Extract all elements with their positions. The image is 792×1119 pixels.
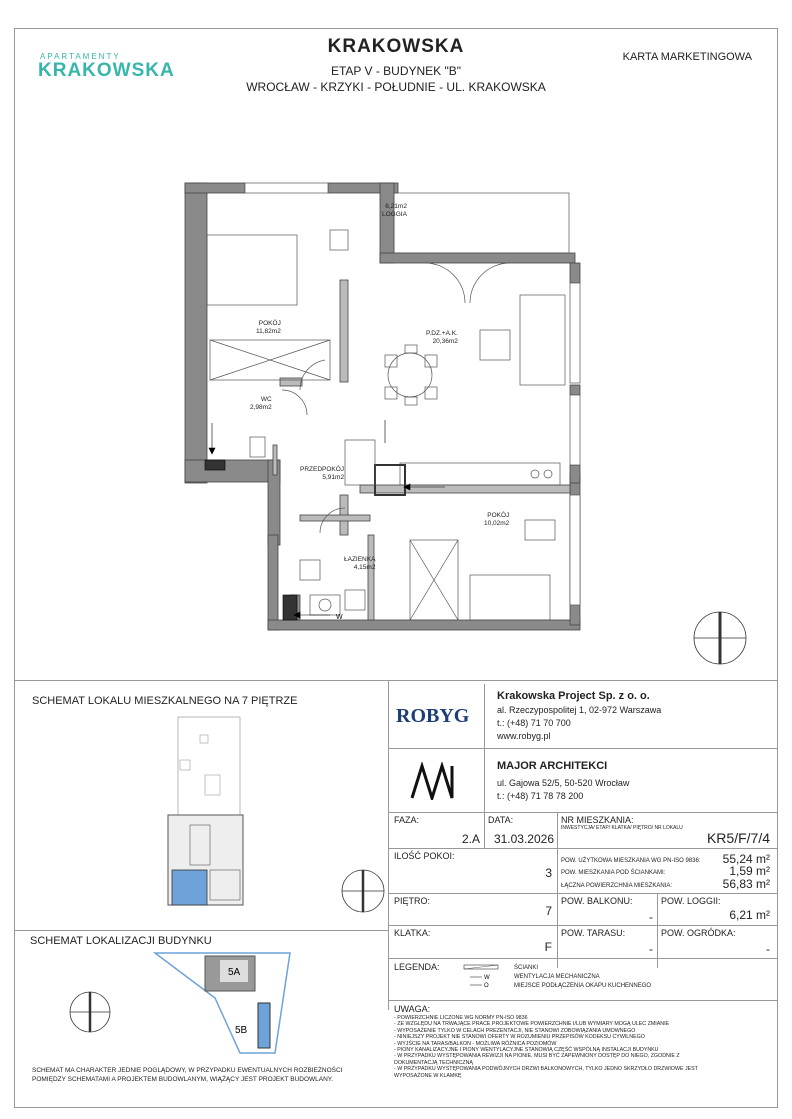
developer-address: al. Rzeczypospolitej 1, 02-972 Warszawa (497, 705, 662, 715)
location-compass-icon (68, 990, 112, 1034)
major-architekci-logo (408, 762, 464, 800)
area2-value: 1,59 m² (729, 864, 770, 878)
ogrodek-label: POW. OGRÓDKA: (661, 928, 736, 938)
note-item: - WYPOSAŻENIE TYLKO W CELACH PREZENTACJI, NIE STANOWI ZOBOWIĄZANIA UMOWNEGO (394, 1027, 636, 1034)
legend-item-walls: ŚCIANKI (514, 965, 539, 971)
legend-label: LEGENDA: (394, 962, 440, 972)
pokoi-value: 3 (545, 866, 552, 880)
data-value: 31.03.2026 (493, 832, 554, 846)
brand-logo-main: KRAKOWSKA (38, 60, 175, 81)
area3-value: 56,83 m² (722, 877, 770, 891)
balkon-value: - (649, 910, 653, 924)
floor-plan (180, 175, 600, 635)
developer-web[interactable]: www.robyg.pl (497, 731, 551, 741)
legend-item-ventilation: WENTYLACJA MECHANICZNA (514, 974, 600, 980)
legend-symbols (462, 963, 502, 993)
architect-phone: t.: (+48) 71 78 78 200 (497, 791, 584, 801)
building-scheme-map (150, 948, 300, 1058)
data-label: DATA: (488, 815, 514, 825)
architect-name: MAJOR ARCHITEKCI (497, 760, 608, 772)
area1-value: 55,24 m² (722, 852, 770, 866)
scheme-compass-icon (340, 868, 386, 914)
note-item: - PIONY KANALIZACYJNE I PIONY WENTYLACYJNE STANOWIĄ CZĘŚĆ WSPÓLNĄ INSTALACJI BUDYNKU (394, 1047, 659, 1054)
klatka-value: F (544, 940, 552, 954)
loggia-label: POW. LOGGII: (661, 896, 721, 906)
building-scheme-title: SCHEMAT LOKALIZACJI BUDYNKU (30, 935, 212, 947)
card-type: KARTA MARKETINGOWA (622, 51, 752, 63)
note-item: - W PRZYPADKU WYSTĘPOWANIA REWIZJI NA PIONIE, MUSI BYĆ ZAPEWNIONY DOSTĘP DO NIEGO, ZGODNIE Z DOKUMENTACJĄ TECHNICZNĄ (394, 1053, 680, 1066)
building-5a-label: 5A (228, 967, 241, 978)
ventilation-mark: W (336, 614, 343, 621)
room-przedpokoj: PRZEDPOKÓJ 5,91m2 (300, 466, 345, 481)
area1-label: POW. UŻYTKOWA MIESZKANIA WG PN-ISO 9836: (561, 858, 701, 864)
room-salon: P.DZ.+A.K. 20,36m2 (426, 330, 458, 345)
note-item: - POWIERZCHNIE LICZONE WG NORMY PN-ISO 9836 (394, 1015, 528, 1021)
developer-name: Krakowska Project Sp. z o. o. (497, 690, 650, 702)
floor-scheme-title: SCHEMAT LOKALU MIESZKALNEGO NA 7 PIĘTRZE (32, 695, 298, 707)
ogrodek-value: - (766, 942, 770, 956)
location-subtitle: WROCŁAW - KRZYKI - POŁUDNIE - UL. KRAKOWSKA (246, 80, 546, 94)
note-item: - ZE WZGLĘDU NA TRWAJĄCE PRACE PROJEKTOWE POWIERZCHNIE I/LUB WYMIARY MOGĄ ULEC ZMIANIE (394, 1021, 670, 1028)
area3-label: ŁĄCZNA POWIERZCHNIA MIESZKANIA: (561, 883, 673, 889)
notes-list (394, 1015, 724, 1079)
compass-icon (692, 610, 748, 666)
architect-address: ul. Gajowa 52/5, 50-520 Wrocław (497, 778, 630, 788)
note-item: - WYJŚCIE NA TARAS/BALKON - MOŻLIWA RÓŻNICA POZIOMÓW (394, 1040, 557, 1047)
disclaimer: SCHEMAT MA CHARAKTER JEDNIE POGLĄDOWY, W PRZYPADKU EWENTUALNYCH ROZBIEŻNOŚCI POMIĘDZY SCHEMATAMI A PROJEKTEM BUDOWLANYM, WIĄŻĄCY JEST PROJEKT BUDOWLANY. (32, 1067, 343, 1083)
pietro-value: 7 (545, 904, 552, 918)
loggia-value: 6,21 m² (729, 908, 770, 922)
legend-item-hood: MIEJSCE PODŁĄCZENIA OKAPU KUCHENNEGO (514, 983, 652, 989)
taras-value: - (649, 942, 653, 956)
room-lazienka: ŁAZIENKA 4,15m2 (344, 556, 376, 571)
developer-phone: t.: (+48) 71 70 700 (497, 718, 571, 728)
legend-symbol-o: O (484, 983, 489, 989)
nr-sublabel: INWESTYCJA/ ETAP/ KLATKA/ PIĘTRO/ NR LOKALU (561, 825, 683, 831)
note-item: - NINIEJSZY PROJEKT NIE STANOWI OFERTY W ROZUMIENIU PRZEPISÓW KODEKSU CYWILNEGO (394, 1034, 645, 1041)
floor-scheme-map (160, 715, 250, 915)
pietro-label: PIĘTRO: (394, 896, 431, 906)
room-pokoj-2: POKÓJ 10,02m2 (484, 512, 510, 527)
stage-subtitle: ETAP V - BUDYNEK "B" (330, 64, 462, 78)
brand-logo-top: APARTAMENTY (40, 52, 121, 61)
room-loggia: 6,21m2 LOGGIA (382, 203, 407, 218)
building-5b-label: 5B (235, 1025, 248, 1036)
page-title: KRAKOWSKA (327, 36, 465, 57)
taras-label: POW. TARASU: (561, 928, 626, 938)
room-wc: WC 2,98m2 (250, 396, 272, 411)
nr-label: NR MIESZKANIA: (561, 815, 634, 825)
robyg-logo: ROBYG (396, 705, 470, 727)
note-item: - W PRZYPADKU WYSTĘPOWANIA PODWÓJNYCH DRZWI BALKONOWYCH, TYLKO JEDNO SKRZYDŁO DRZWIOWE JEST WYPOSAŻONE W KLAMKĘ (394, 1066, 698, 1079)
notes-label: UWAGA: (394, 1004, 431, 1014)
klatka-label: KLATKA: (394, 928, 431, 938)
pokoi-label: ILOŚĆ POKOI: (394, 851, 455, 861)
faza-label: FAZA: (394, 815, 420, 825)
room-pokoj-1: POKÓJ 11,82m2 (256, 320, 281, 335)
area2-label: POW. MIESZKANIA POD ŚCIANKAMI: (561, 870, 666, 876)
faza-value: 2.A (461, 832, 480, 846)
nr-value: KR5/F/7/4 (706, 830, 770, 846)
legend-symbol-w: W (484, 975, 490, 981)
balkon-label: POW. BALKONU: (561, 896, 633, 906)
